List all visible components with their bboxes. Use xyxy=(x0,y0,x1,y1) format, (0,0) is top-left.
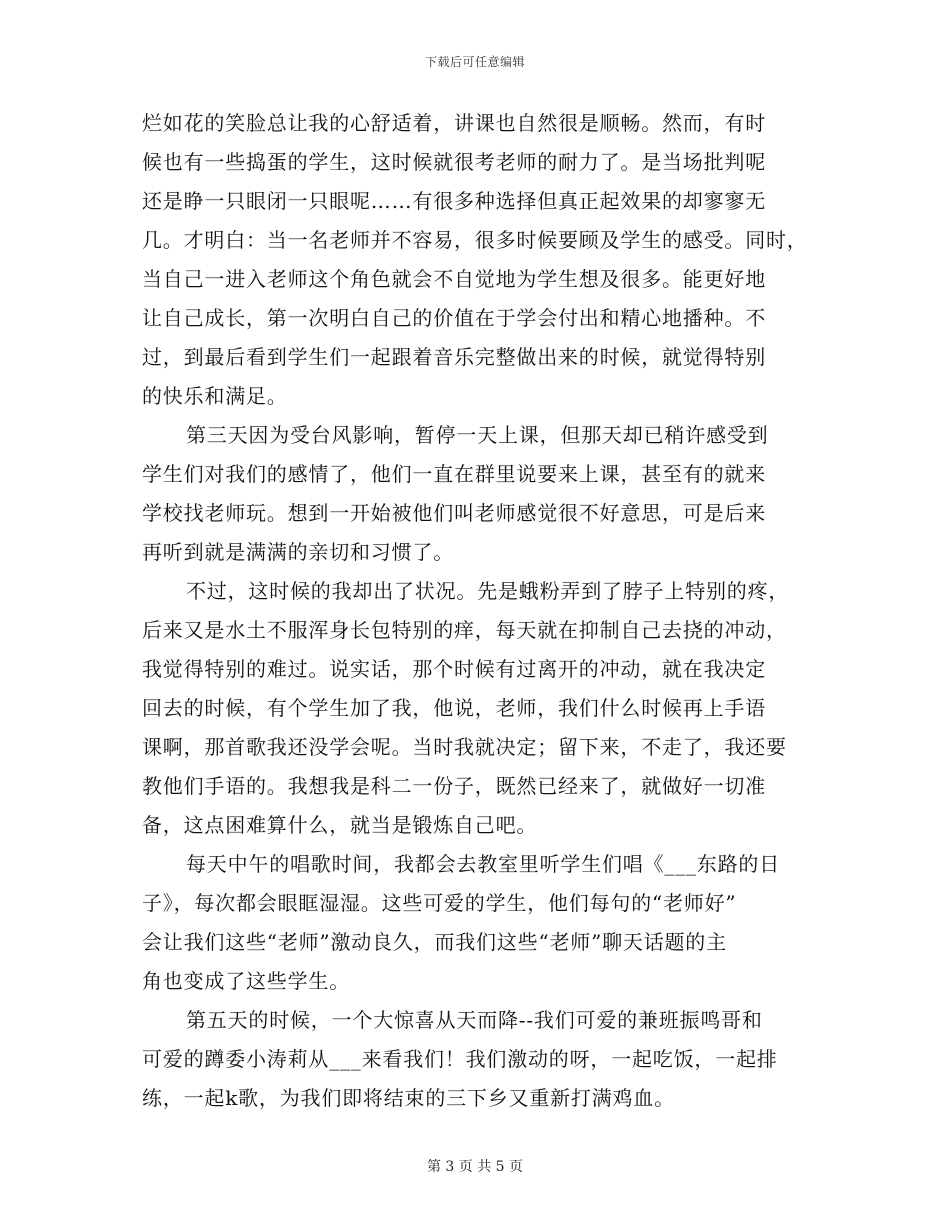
text-line: 备，这点困难算什么，就当是锻炼自己吧。 xyxy=(142,813,538,837)
paragraph-start-line: 第五天的时候，一个大惊喜从天而降--我们可爱的兼班振鸣哥和 xyxy=(186,1008,763,1032)
text-line: 当自己一进入老师这个角色就会不自觉地为学生想及很多。能更好地 xyxy=(142,267,766,291)
page-footer: 第 3 页 共 5 页 xyxy=(426,1159,524,1175)
text-line: 再听到就是满满的亲切和习惯了。 xyxy=(142,540,454,564)
text-line: 学生们对我们的感情了，他们一直在群里说要来上课，甚至有的就来 xyxy=(142,462,766,486)
body-text xyxy=(142,104,807,1118)
text-line: 还是睁一只眼闭一只眼呢……有很多种选择但真正起效果的却寥寥无 xyxy=(142,189,766,213)
text-line: 学校找老师玩。想到一开始被他们叫老师感觉很不好意思，可是后来 xyxy=(142,501,766,525)
text-line: 角也变成了这些学生。 xyxy=(142,969,350,993)
paragraph-start-line: 不过，这时候的我却出了状况。先是蛾粉弄到了脖子上特别的疼， xyxy=(186,579,790,603)
text-line: 的快乐和满足。 xyxy=(142,384,288,408)
text-line: 回去的时候，有个学生加了我，他说，老师，我们什么时候再上手语 xyxy=(142,696,766,720)
text-line: 教他们手语的。我想我是科二一份子，既然已经来了，就做好一切准 xyxy=(142,774,766,798)
text-line: 练，一起k歌，为我们即将结束的三下乡又重新打满鸡血。 xyxy=(142,1086,675,1110)
text-line: 后来又是水土不服浑身长包特别的痒，每天就在抑制自己去挠的冲动， xyxy=(142,618,787,642)
page-header: 下载后可任意编辑 xyxy=(424,55,525,69)
paragraph-start-line: 每天中午的唱歌时间，我都会去教室里听学生们唱《___东路的日 xyxy=(186,852,780,876)
text-line: 让自己成长，第一次明白自己的价值在于学会付出和精心地播种。不 xyxy=(142,306,766,330)
paragraph-start-line: 第三天因为受台风影响，暂停一天上课，但那天却已稍许感受到 xyxy=(186,423,769,447)
text-line: 可爱的蹲委小涛莉从___来看我们！我们激动的呀，一起吃饭，一起排 xyxy=(142,1047,778,1071)
text-line: 课啊，那首歌我还没学会呢。当时我就决定；留下来，不走了，我还要 xyxy=(142,735,787,759)
text-line: 过，到最后看到学生们一起跟着音乐完整做出来的时候，就觉得特别 xyxy=(142,345,766,369)
text-line: 候也有一些捣蛋的学生，这时候就很考老师的耐力了。是当场批判呢 xyxy=(142,150,766,174)
text-line: 我觉得特别的难过。说实话，那个时候有过离开的冲动，就在我决定 xyxy=(142,657,766,681)
text-line: 几。才明白：当一名老师并不容易，很多时候要顾及学生的感受。同时， xyxy=(142,228,808,252)
text-line: 会让我们这些“老师”激动良久，而我们这些“老师”聊天话题的主 xyxy=(142,930,727,954)
text-line: 烂如花的笑脸总让我的心舒适着，讲课也自然很是顺畅。然而，有时 xyxy=(142,111,766,135)
text-line: 子》，每次都会眼眶湿湿。这些可爱的学生，他们每句的“老师好” xyxy=(142,891,737,915)
